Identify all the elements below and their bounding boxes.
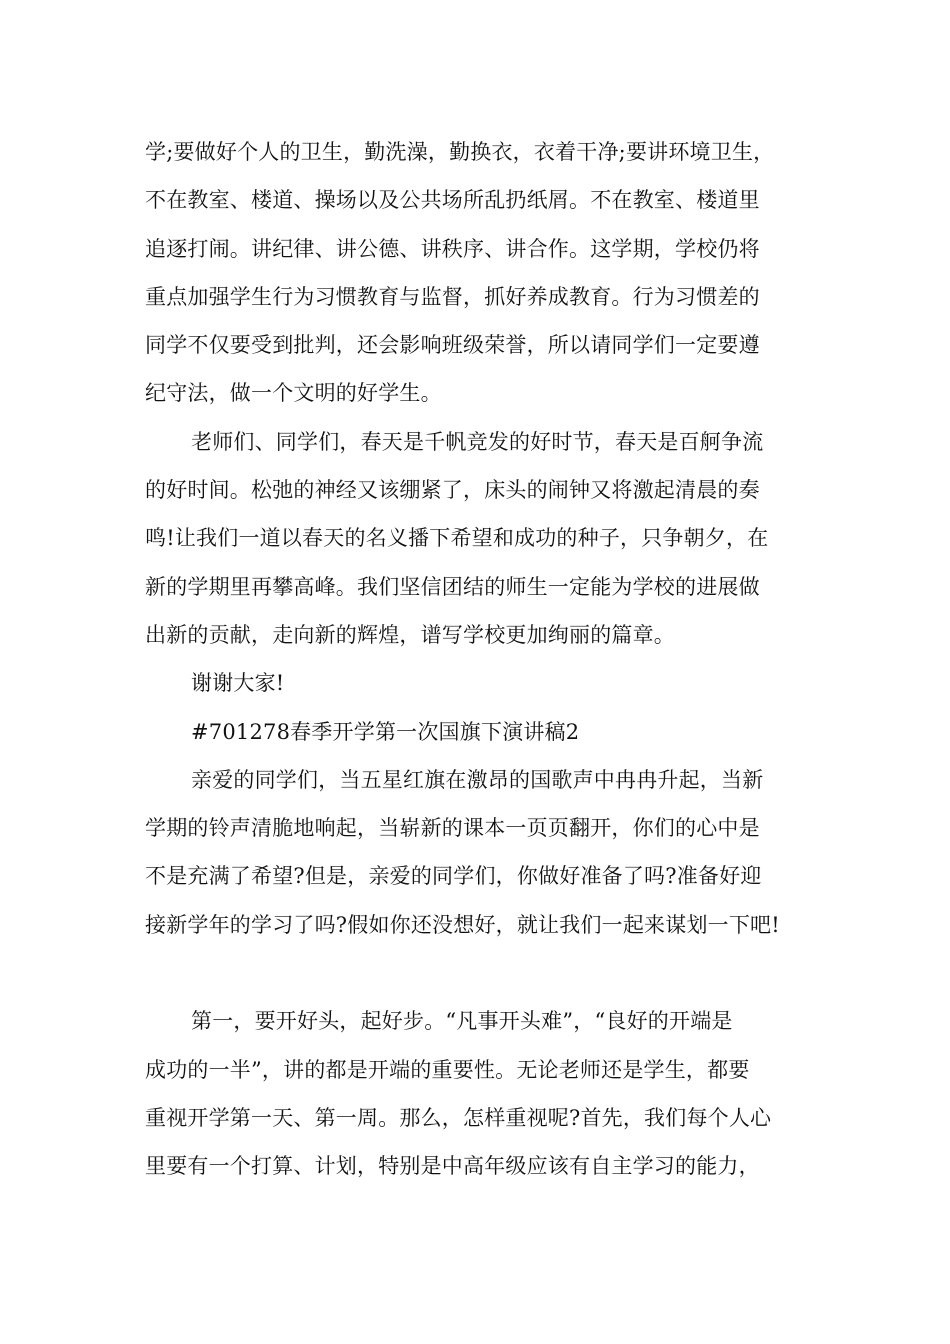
text-line: 不在教室、楼道、操场以及公共场所乱扔纸屑。不在教室、楼道里 xyxy=(145,188,760,213)
text-line: 谢谢大家! xyxy=(191,671,285,696)
text-line: 接新学年的学习了吗?假如你还没想好，就让我们一起来谋划一下吧! xyxy=(145,912,780,937)
text-line: 的好时间。松弛的神经又该绷紧了，床头的闹钟又将激起清晨的奏 xyxy=(145,478,760,503)
text-line: 成功的一半”，讲的都是开端的重要性。无论老师还是学生，都要 xyxy=(145,1057,750,1082)
text-line: 同学不仅要受到批判，还会影响班级荣誉，所以请同学们一定要遵 xyxy=(145,333,760,358)
section-heading: #701278春季开学第一次国旗下演讲稿2 xyxy=(191,719,580,744)
document-body xyxy=(145,128,820,1191)
blank-line xyxy=(145,949,820,997)
text-line: 第一，要开好头，起好步。“凡事开头难”，“良好的开端是 xyxy=(191,1009,733,1034)
text-line: 鸣!让我们一道以春天的名义播下希望和成功的种子，只争朝夕，在 xyxy=(145,526,769,551)
text-line: 出新的贡献，走向新的辉煌，谱写学校更加绚丽的篇章。 xyxy=(145,622,675,647)
text-line: 学期的铃声清脆地响起，当崭新的课本一页页翻开，你们的心中是 xyxy=(145,816,760,841)
text-line: 老师们、同学们，春天是千帆竞发的好时节，春天是百舸争流 xyxy=(191,429,764,454)
text-line: 重点加强学生行为习惯教育与监督，抓好养成教育。行为习惯差的 xyxy=(145,284,760,309)
text-line: 里要有一个打算、计划，特别是中高年级应该有自主学习的能力， xyxy=(145,1154,760,1179)
text-line: 不是充满了希望?但是，亲爱的同学们，你做好准备了吗?准备好迎 xyxy=(145,864,762,889)
text-line: 新的学期里再攀高峰。我们坚信团结的师生一定能为学校的进展做 xyxy=(145,574,760,599)
text-line: 亲爱的同学们，当五星红旗在激昂的国歌声中冉冉升起，当新 xyxy=(191,767,764,792)
text-line: 重视开学第一天、第一周。那么，怎样重视呢?首先，我们每个人心 xyxy=(145,1105,772,1130)
text-line: 纪守法，做一个文明的好学生。 xyxy=(145,381,442,406)
text-line: 追逐打闹。讲纪律、讲公德、讲秩序、讲合作。这学期，学校仍将 xyxy=(145,236,760,261)
text-line: 学;要做好个人的卫生，勤洗澡，勤换衣，衣着干净;要讲环境卫生， xyxy=(145,140,775,164)
